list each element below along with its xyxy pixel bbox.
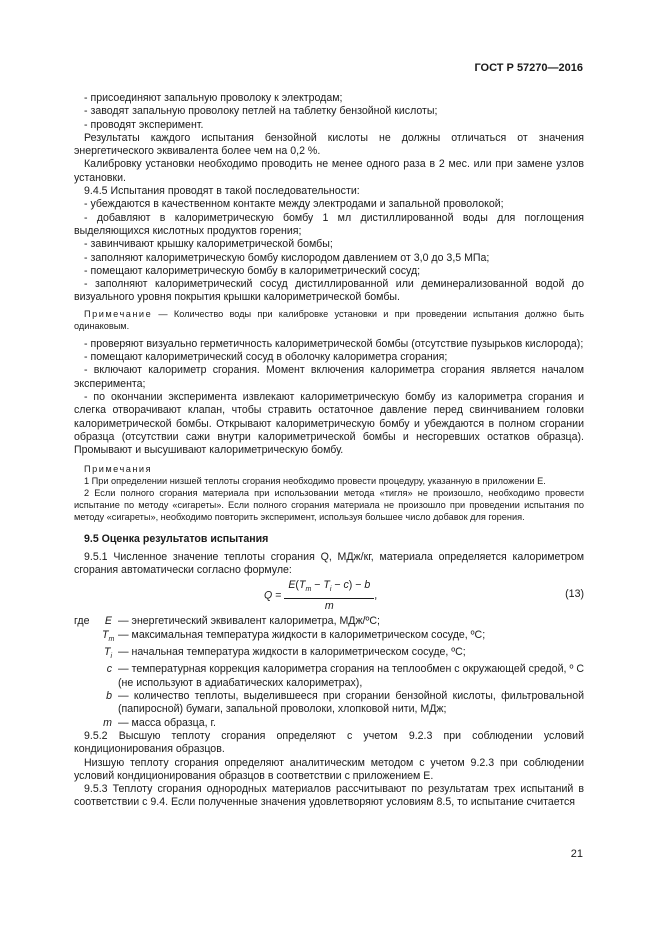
list-item: - присоединяют запальную проволоку к электродам; [84, 92, 343, 104]
list-item: - добавляют в калориметрическую бомбу 1 мл дистиллированной воды для поглощения выделяющихся кислотных продуктов горения; [74, 211, 584, 237]
list-item: - заполняют калориметрический сосуд дистиллированной или деминерализованной водой до визуального уровня покрытия крышки калориметрической бомбы. [74, 278, 584, 304]
formula-equals: = [275, 589, 282, 602]
list-item: - включают калориметр сгорания. Момент включения калориметра сгорания является началом эксперимента; [74, 364, 584, 390]
formula-comma: , [374, 589, 378, 602]
note-label: Примечание [84, 308, 153, 319]
notes-label-text: Примечания [84, 464, 153, 475]
var-symbol-sub: m [108, 635, 115, 643]
paren-open: ( [295, 579, 299, 592]
sub-i: i [329, 586, 332, 594]
var-symbol-main: T [103, 646, 111, 659]
formula-expression [264, 579, 377, 613]
sym-e: E [288, 579, 296, 592]
list-item: - по окончании эксперимента извлекают калориметрическую бомбу из калориметра сгорания и слегка отворачивают клапан, чтобы стравить остаточное давление перед свинчиванием головки калориметрической бомбы. Открывают калориметрическую бомбу и убеждаются в полном сгорании образца (отсутствии сажи внутри калориметрической бомбы и несгоревших остатков образца). Промывают и высушивают калориметрическую бомбу. [74, 390, 584, 457]
sub-m: m [305, 586, 312, 594]
note-item: 2 Если полного сгорания материала при использовании метода «тигля» не произошло, необходимо провести испытание по методу «сигареты». Если полного сгорания материала не произошло при проведении испытания по методу «сигареты», необходимо повторить эксперимент, используя большее число добавок для горения. [74, 488, 584, 523]
note-text: — Количество воды при калибровке установки и при проведении испытания должно быть одинаковым. [74, 308, 584, 331]
var-definition: — температурная коррекция калориметра сгорания на теплообмен с окружающей средой, º С (не используют в адиабатических калориметрах), [118, 663, 584, 689]
paragraph: 9.4.5 Испытания проводят в такой последовательности: [84, 185, 360, 198]
formula-fraction [284, 579, 374, 613]
paragraph: Калибровку установки необходимо проводить не менее одного раза в 2 мес. или при замене узлов установки. [74, 158, 584, 184]
var-symbol: m [103, 716, 112, 729]
paragraph: Низшую теплоту сгорания определяют аналитическим методом с учетом 9.2.3 при соблюдении условий кондиционирования образцов в соответствии с приложением Е. [74, 756, 584, 782]
var-symbol: b [106, 690, 112, 703]
minus: − [311, 579, 324, 592]
notes-label [74, 463, 584, 475]
paragraph: 9.5.2 Высшую теплоту сгорания определяют с учетом 9.2.3 при соблюдении условий кондиционирования образцов. [74, 729, 584, 756]
var-symbol [102, 629, 118, 646]
section-title: 9.5 Оценка результатов испытания [84, 533, 269, 546]
sym-c: c [343, 579, 349, 592]
paren-close: ) [348, 579, 353, 592]
list-item: - заполняют калориметрическую бомбу кислородом давлением от 3,0 до 3,5 МПа; [84, 251, 490, 264]
list-item: - проводят эксперимент. [84, 118, 204, 131]
formula-denominator: m [324, 599, 334, 612]
list-item: - убеждаются в качественном контакте между электродами и запальной проволокой; [84, 198, 504, 211]
var-definition: — энергетический эквивалент калориметра, МДж/ºС; [118, 615, 380, 628]
var-definition: — масса образца, г. [118, 716, 216, 729]
list-item: - заводят запальную проволоку петлей на таблетку бензойной кислоты; [84, 105, 438, 118]
note [74, 308, 584, 332]
list-item: - помещают калориметрический сосуд в оболочку калориметра сгорания; [84, 351, 448, 364]
var-symbol-main: T [102, 628, 109, 641]
list-item: - завинчивают крышку калориметрической бомбы; [84, 238, 333, 251]
equation-number: (13) [565, 588, 584, 601]
minus: − [331, 579, 344, 592]
var-symbol-sub: i [110, 653, 112, 661]
standard-code: ГОСТ Р 57270—2016 [474, 62, 583, 74]
var-symbol: E [104, 615, 112, 628]
page-number: 21 [570, 848, 583, 860]
paragraph: 9.5.3 Теплоту сгорания однородных материалов рассчитывают по результатам трех испытаний в соответствии с 9.4. Если полученные значения удовлетворяют условиям 8.5, то испытание считается [74, 783, 584, 809]
paragraph: 9.5.1 Численное значение теплоты сгорания Q, МДж/кг, материала определяется калориметром сгорания автоматически согласно формуле: [74, 550, 584, 577]
page-content [74, 92, 584, 810]
minus: − [352, 579, 365, 592]
sym-t: T [323, 579, 330, 592]
sym-t: T [298, 579, 306, 592]
var-definition: — количество теплоты, выделившееся при сгорании бензойной кислоты, фильтровальной (папиросной) бумаги, запальной проволоки, хлопковой нити, МДж; [118, 690, 584, 716]
var-symbol [102, 646, 118, 663]
formula-lhs: Q [264, 589, 273, 602]
sym-b: b [364, 579, 371, 592]
var-symbol: c [106, 663, 112, 676]
var-definition: — начальная температура жидкости в калориметрическом сосуде, ºС; [118, 646, 466, 659]
list-item: - помещают калориметрическую бомбу в калориметрический сосуд; [84, 264, 421, 277]
formula-numerator [284, 579, 374, 598]
paragraph: Результаты каждого испытания бензойной кислоты не должны отличаться от значения энергетического эквивалента более чем на 0,2 %. [74, 131, 584, 158]
note-item: 1 При определении низшей теплоты сгорания необходимо провести процедуру, указанную в приложении Е. [84, 476, 546, 487]
where-prefix: где [74, 615, 90, 628]
formula [74, 579, 584, 613]
variable-definitions [74, 615, 584, 730]
var-definition: — максимальная температура жидкости в калориметрическом сосуде, ºС; [118, 628, 486, 641]
list-item: - проверяют визуально герметичность калориметрической бомбы (отсутствие пузырьков кислорода); [84, 337, 584, 350]
